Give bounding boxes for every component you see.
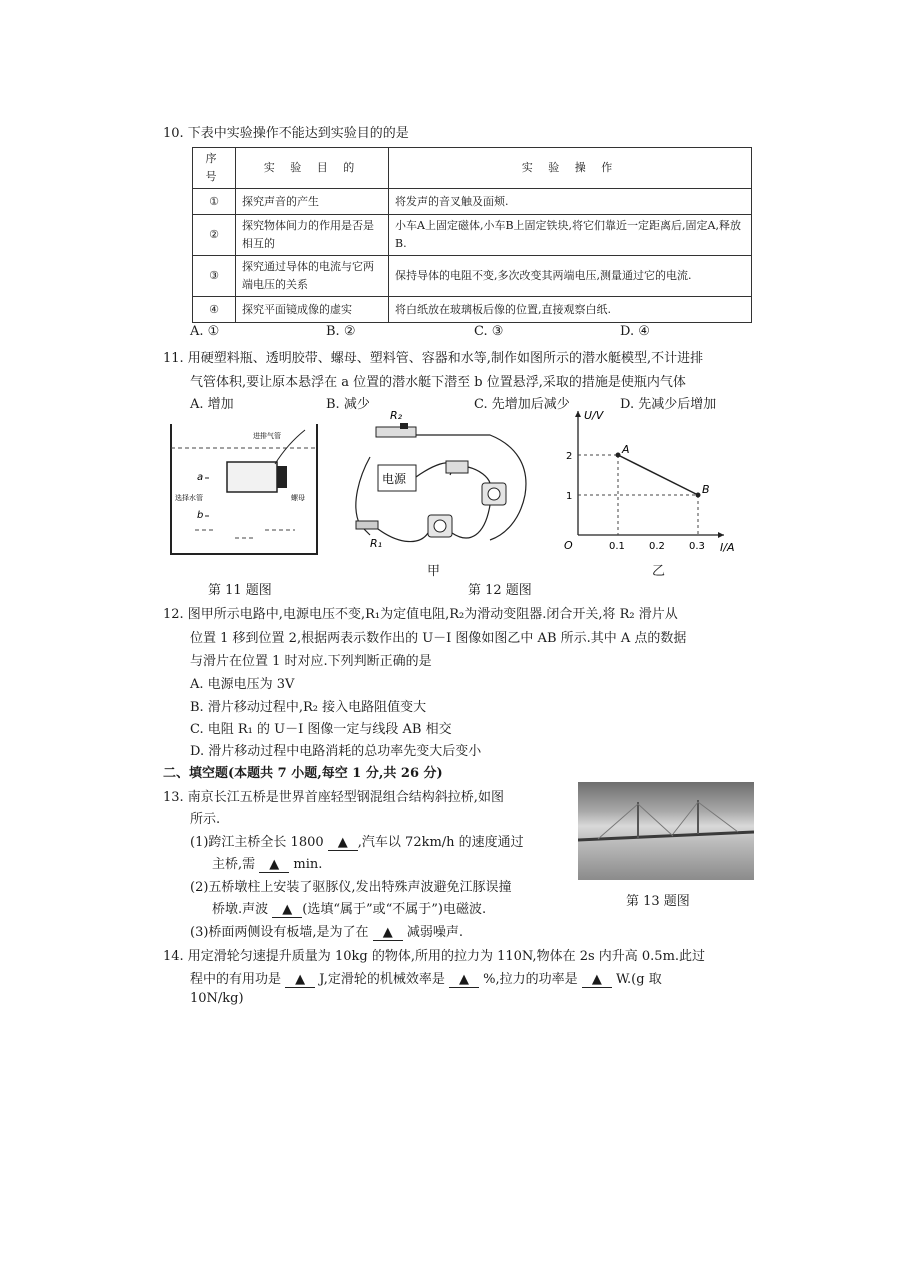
row-op: 将白纸放在玻璃板后像的位置,直接观察白纸. — [389, 297, 752, 323]
q11-line2: 气管体积,要让原本悬浮在 a 位置的潜水艇下潜至 b 位置悬浮,采取的措施是使瓶内气体 — [190, 375, 686, 390]
label-r2: R₂ — [390, 409, 403, 422]
q13-p1b: ,汽车以 72km/h 的速度通过 — [357, 835, 524, 850]
q10-stem: 10. 下表中实验操作不能达到实验目的的是 — [163, 126, 409, 141]
row-no: ② — [193, 215, 236, 256]
label-a: a — [197, 472, 204, 483]
q10-option-c: C. ③ — [474, 324, 504, 339]
point-label: A — [622, 443, 630, 456]
header-no: 序号 — [193, 148, 236, 189]
fig13-caption: 第 13 题图 — [626, 894, 690, 909]
answer-blank[interactable]: ▲ — [259, 857, 289, 873]
q12-line1: 12. 图甲所示电路中,电源电压不变,R₁为定值电阻,R₂为滑动变阻器.闭合开关,将 R₂ 滑片从 — [163, 607, 678, 622]
row-op: 将发声的音叉触及面颊. — [389, 189, 752, 215]
nut — [277, 466, 287, 488]
q14-line1: 14. 用定滑轮匀速提升质量为 10kg 的物体,所用的拉力为 110N,物体在 2s 内升高 0.5m.此过 — [163, 949, 706, 964]
data-point — [616, 453, 621, 458]
fig11-submarine-diagram — [165, 418, 325, 558]
q13-part1-cont — [212, 853, 322, 873]
bridge-illustration — [578, 782, 754, 880]
answer-blank[interactable]: ▲ — [373, 925, 403, 941]
label-bottle: 选择水管 — [175, 494, 203, 502]
label-b: b — [197, 510, 204, 521]
label-source: 电源 — [382, 472, 407, 486]
row-op: 小车A上固定磁体,小车B上固定铁块,将它们靠近一定距离后,固定A,释放B. — [389, 215, 752, 256]
q13-line2: 所示. — [190, 812, 221, 827]
answer-blank[interactable]: ▲ — [272, 902, 302, 918]
q12-line2: 位置 1 移到位置 2,根据两表示数作出的 U－I 图像如图乙中 AB 所示.其中 A 点的数据 — [190, 631, 687, 646]
fig12-yi-label: 乙 — [652, 564, 666, 579]
fig12-circuit-diagram — [340, 405, 540, 560]
row-no: ③ — [193, 256, 236, 297]
table-row — [193, 297, 752, 323]
table-row — [193, 189, 752, 215]
q12-option-c: C. 电阻 R₁ 的 U－I 图像一定与线段 AB 相交 — [190, 722, 452, 737]
header-goal: 实 验 目 的 — [236, 148, 389, 189]
answer-blank[interactable]: ▲ — [328, 835, 358, 851]
answer-blank[interactable]: ▲ — [582, 972, 612, 988]
answer-blank[interactable]: ▲ — [285, 972, 315, 988]
origin-label: O — [564, 539, 573, 552]
switch — [446, 461, 468, 473]
data-point — [696, 493, 701, 498]
q11-line1: 11. 用硬塑料瓶、透明胶带、螺母、塑料管、容器和水等,制作如图所示的潜水艇模型,不计进排 — [163, 351, 704, 366]
x-axis-label: I/A — [720, 541, 735, 554]
y-tick-label: 1 — [566, 491, 573, 502]
experiment-table — [192, 147, 752, 323]
q13-part1 — [190, 831, 524, 851]
q12-option-a: A. 电源电压为 3V — [190, 677, 295, 692]
y-axis-arrow — [575, 411, 581, 417]
table-row — [193, 215, 752, 256]
q11-option-c: C. 先增加后减少 — [474, 397, 570, 412]
row-goal: 探究通过导体的电流与它两端电压的关系 — [236, 256, 389, 297]
q13-part2-cont — [212, 898, 486, 918]
q14-l2c: %,拉力的功率是 — [483, 972, 578, 987]
rheostat-r2 — [376, 427, 416, 437]
q13-p2c: (选填“属于”或“不属于”)电磁波. — [302, 902, 487, 917]
q11-option-d: D. 先减少后增加 — [620, 397, 717, 412]
segment-ab — [618, 455, 698, 495]
q12-option-d: D. 滑片移动过程中电路消耗的总功率先变大后变小 — [190, 744, 482, 759]
q11-option-a: A. 增加 — [190, 397, 234, 412]
q10-option-b: B. ② — [326, 324, 356, 339]
bridge-photo — [578, 782, 754, 880]
bottle — [227, 462, 277, 492]
resistor-r1 — [356, 521, 378, 529]
x-tick-label: 0.1 — [609, 541, 625, 552]
ui-graph-layer — [564, 409, 734, 554]
row-no: ① — [193, 189, 236, 215]
row-goal: 探究声音的产生 — [236, 189, 389, 215]
point-label: B — [702, 483, 710, 496]
x-tick-label: 0.2 — [649, 541, 665, 552]
row-goal: 探究物体间力的作用是否是相互的 — [236, 215, 389, 256]
q13-line1: 13. 南京长江五桥是世界首座轻型钢混组合结构斜拉桥,如图 — [163, 790, 504, 805]
q13-p1d: min. — [293, 857, 323, 872]
fig12-ui-graph — [560, 405, 760, 560]
fig12-jia-label: 甲 — [427, 564, 441, 579]
y-axis-label: U/V — [584, 409, 604, 422]
table-row — [193, 256, 752, 297]
row-no: ④ — [193, 297, 236, 323]
q14-l2a: 程中的有用功是 — [190, 972, 282, 987]
label-nut: 螺母 — [291, 494, 305, 502]
q13-p2b: 桥墩.声波 — [212, 902, 269, 917]
q13-p2a: (2)五桥墩柱上安装了驱豚仪,发出特殊声波避免江豚误撞 — [190, 880, 512, 895]
q13-p3b: 减弱噪声. — [406, 925, 463, 940]
q13-p1c: 主桥,需 — [212, 857, 256, 872]
q14-line2 — [190, 968, 662, 988]
section2-heading: 二、填空题(本题共 7 小题,每空 1 分,共 26 分) — [163, 766, 443, 781]
q11-option-b: B. 减少 — [326, 397, 370, 412]
answer-blank[interactable]: ▲ — [449, 972, 479, 988]
q14-l2d: W.(g 取 — [615, 972, 662, 987]
q14-line3: 10N/kg) — [190, 991, 244, 1006]
q14-l2b: J,定滑轮的机械效率是 — [319, 972, 445, 987]
q13-p1a: (1)跨江主桥全长 1800 — [190, 835, 324, 850]
q10-option-a: A. ① — [190, 324, 220, 339]
x-axis-arrow — [718, 532, 724, 538]
q12-line3: 与滑片在位置 1 时对应.下列判断正确的是 — [190, 654, 432, 669]
label-tube: 进排气管 — [253, 432, 281, 440]
header-op: 实 验 操 作 — [389, 148, 752, 189]
label-r1: R₁ — [370, 537, 383, 550]
q13-p3a: (3)桥面两侧设有板墙,是为了在 — [190, 925, 369, 940]
fig12-caption: 第 12 题图 — [468, 583, 532, 598]
q12-option-b: B. 滑片移动过程中,R₂ 接入电路阻值变大 — [190, 700, 427, 715]
x-tick-label: 0.3 — [689, 541, 705, 552]
row-goal: 探究平面镜成像的虚实 — [236, 297, 389, 323]
fig11-caption: 第 11 题图 — [208, 583, 272, 598]
y-tick-label: 2 — [566, 451, 573, 462]
q13-part3 — [190, 921, 463, 941]
table-header-row — [193, 148, 752, 189]
q10-option-d: D. ④ — [620, 324, 650, 339]
row-op: 保持导体的电阻不变,多次改变其两端电压,测量通过它的电流. — [389, 256, 752, 297]
